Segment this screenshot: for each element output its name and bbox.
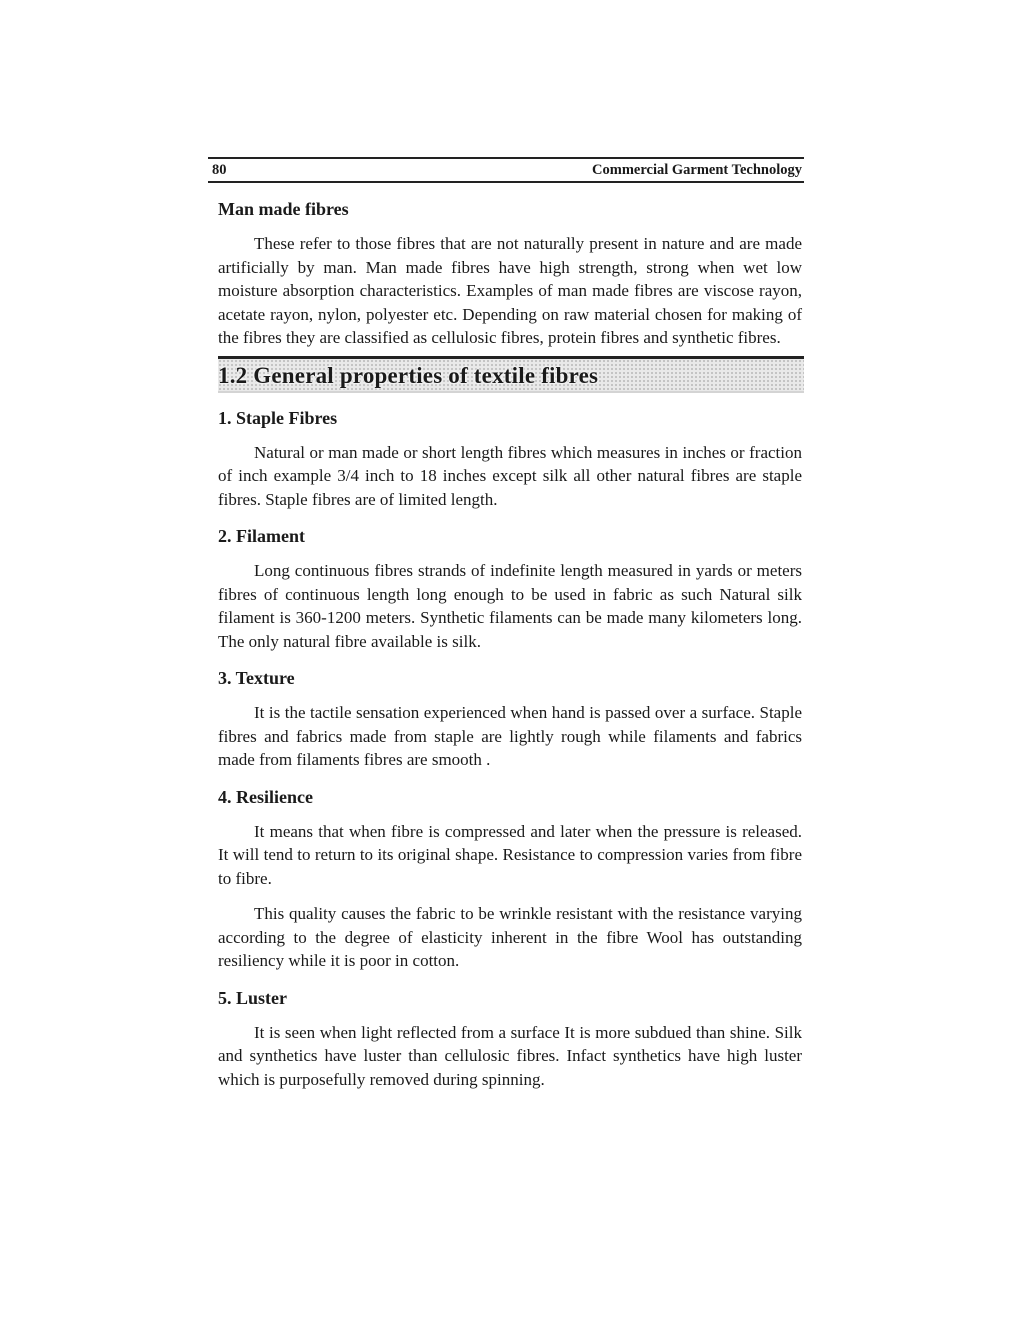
property-heading-filament: 2. Filament	[218, 526, 305, 546]
property-paragraph-resilience-1: It means that when fibre is compressed and later when the pressure is released. It will tend to return to its original shape. Resistance to compression varies from fibre to fibre.	[218, 821, 802, 888]
man-made-fibres-paragraph: These refer to those fibres that are not naturally present in nature and are made artificially by man. Man made fibres have high strength, strong when wet low moisture absorption characteristics. Examples of man made fibres are viscose rayon, acetate rayon, nylon, polyester etc. Depending on raw material chosen for making of the fibres they are classified as cellulosic fibres, protein fibres and synthetic fibres.	[218, 234, 802, 347]
properties-list	[208, 407, 804, 1092]
man-made-fibres-heading: Man made fibres	[218, 199, 349, 219]
book-title: Commercial Garment Technology	[592, 162, 802, 178]
section-heading-bar	[218, 356, 804, 393]
property-paragraph-texture: It is the tactile sensation experienced when hand is passed over a surface. Staple fibres and fabrics made from staple are lightly rough while filaments and fabrics made from filaments fibres are smooth .	[218, 703, 802, 769]
property-paragraph-resilience-2: This quality causes the fabric to be wrinkle resistant with the resistance varying according to the degree of elasticity inherent in the fibre Wool has outstanding resiliency while it is poor in cotton.	[218, 904, 802, 970]
book-page	[208, 157, 804, 1091]
property-heading-texture: 3. Texture	[218, 668, 295, 688]
page-content	[208, 198, 804, 350]
property-heading-resilience: 4. Resilience	[218, 786, 313, 807]
section-title: 1.2 General properties of textile fibres	[218, 362, 599, 388]
property-heading-staple-fibres: 1. Staple Fibres	[218, 407, 338, 428]
running-head	[208, 157, 804, 183]
property-paragraph-staple-fibres: Natural or man made or short length fibres which measures in inches or fraction of inch example 3/4 inch to 18 inches except silk all other natural fibres are staple fibres. Staple fibres are of limited length.	[218, 442, 802, 509]
property-heading-luster: 5. Luster	[218, 987, 287, 1008]
page-number: 80	[212, 162, 227, 178]
section-bar-shade	[218, 391, 804, 393]
property-paragraph-luster: It is seen when light reflected from a surface It is more subdued than shine. Silk and synthetics have luster than cellulosic fibres. Infact synthetics have high luster which is purposefully removed during spinning.	[218, 1022, 802, 1089]
property-paragraph-filament: Long continuous fibres strands of indefinite length measured in yards or meters fibres of continuous length long enough to be used in fabric as such Natural silk filament is 360-1200 meters. Synthetic filaments can be made many kilometers long. The only natural fibre available is silk.	[218, 561, 802, 651]
